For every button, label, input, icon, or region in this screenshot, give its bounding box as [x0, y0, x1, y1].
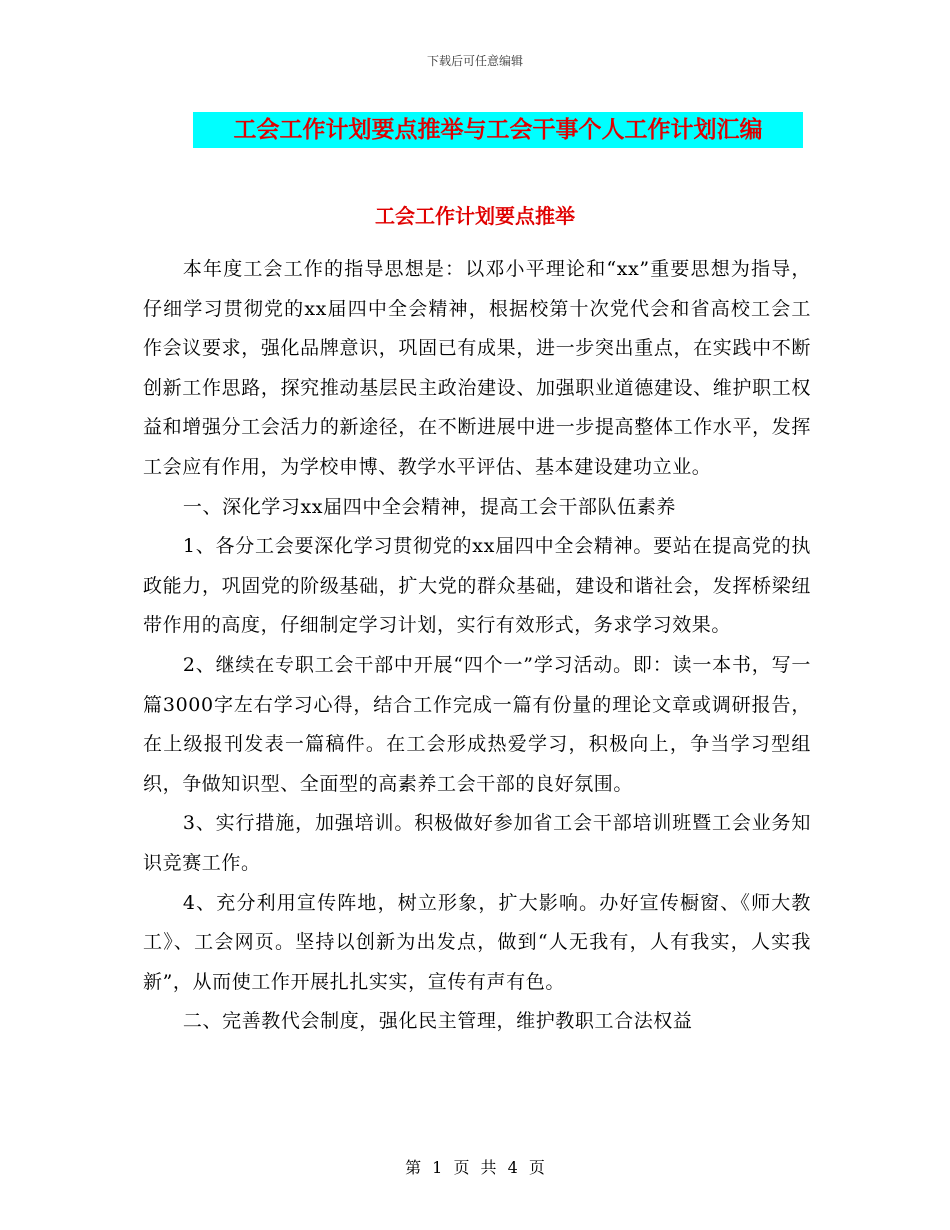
- heading-1: 一、深化学习xx届四中全会精神，提高工会干部队伍素养: [182, 495, 676, 518]
- section-title: 工会工作计划要点推举: [375, 204, 575, 228]
- paragraph: 3、实行措施，加强培训。积极做好参加省工会干部培训班暨工会业务知识竞赛工作。: [143, 812, 811, 874]
- paragraph: 本年度工会工作的指导思想是：以邓小平理论和“xx”重要思想为指导，仔细学习贯彻党的xx届四中全会精神，根据校第十次党代会和省高校工会工作会议要求，强化品牌意识，巩固已有成果，进一步突出重点，在实践中不断创新工作思路，探究推动基层民主政治建设、加强职业道德建设、维护职工权益和增强分工会活力的新途径，在不断进展中进一步提高整体工作水平，发挥工会应有作用，为学校申博、教学水平评估、基本建设建功立业。: [143, 258, 811, 478]
- paragraph: 2、继续在专职工会干部中开展“四个一”学习活动。即：读一本书，写一篇3000字左右学习心得，结合工作完成一篇有份量的理论文章或调研报告，在上级报刊发表一篇稿件。在工会形成热爱学习，积极向上，争当学习型组织，争做知识型、全面型的高素养工会干部的良好氛围。: [143, 653, 811, 795]
- body-text: [143, 250, 811, 1042]
- document-title: 工会工作计划要点推举与工会干事个人工作计划汇编: [193, 112, 803, 148]
- page-number: 第 1 页 共 4 页: [405, 1158, 545, 1177]
- paragraph: 4、充分利用宣传阵地，树立形象，扩大影响。办好宣传橱窗、《师大教工》、工会网页。坚持以创新为出发点，做到“人无我有，人有我实，人实我新”，从而使工作开展扎扎实实，宣传有声有色。: [143, 891, 811, 993]
- header-note: 下载后可任意编辑: [426, 54, 523, 68]
- heading-2: 二、完善教代会制度，强化民主管理，维护教职工合法权益: [182, 1010, 693, 1033]
- paragraph: 1、各分工会要深化学习贯彻党的xx届四中全会精神。要站在提高党的执政能力，巩固党的阶级基础，扩大党的群众基础，建设和谐社会，发挥桥梁纽带作用的高度，仔细制定学习计划，实行有效形式，务求学习效果。: [143, 535, 811, 637]
